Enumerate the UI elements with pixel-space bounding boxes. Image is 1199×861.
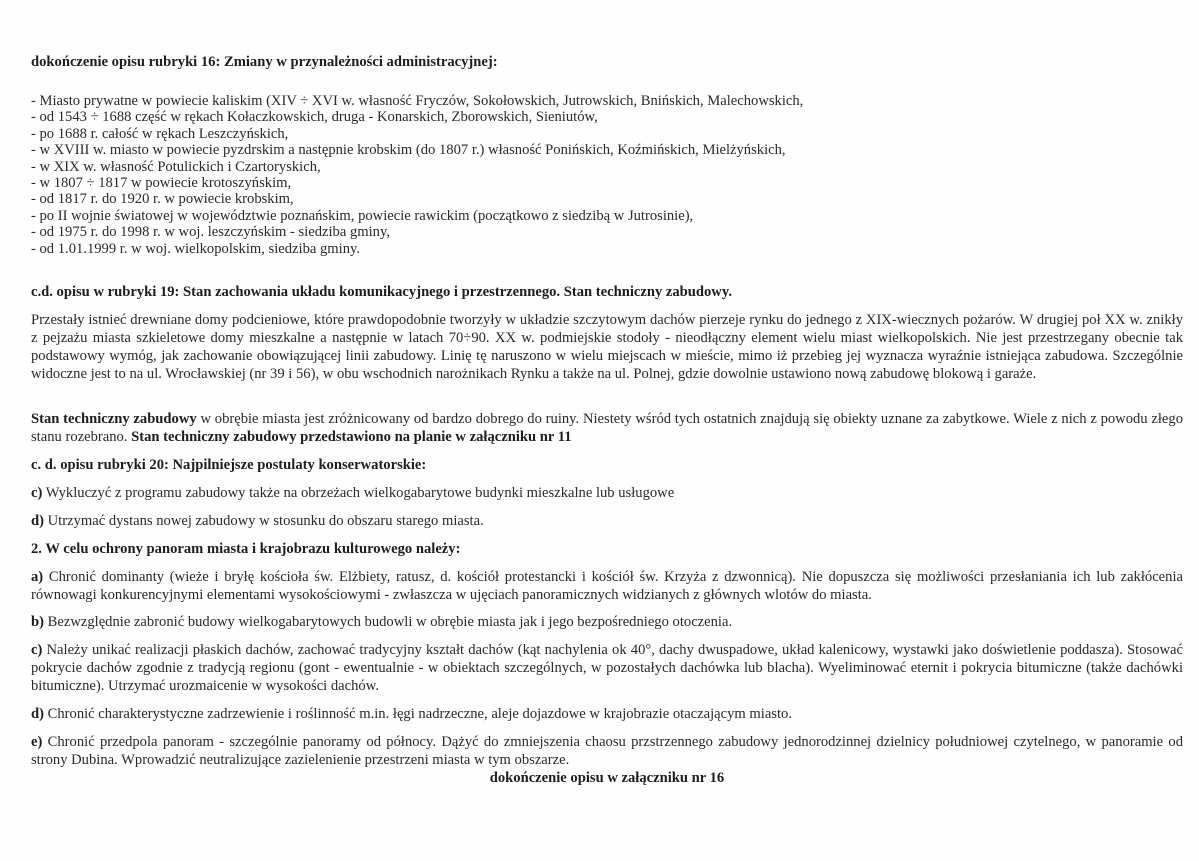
panorama-item: e) Chronić przedpola panoram - szczególnie panoramy od północy. Dążyć do zmniejszenia chaosu przstrzennego zabudowy jednorodzinnej dzielnicy południowej czytelnego, w panoramie od strony Dubina. Wprowadzić neutralizujące zazielenienie przestrzeni miasta w tym obszarze.	[31, 734, 1183, 768]
list-item: - w 1807 ÷ 1817 w powiecie krotoszyńskim,	[31, 175, 292, 192]
heading-rubric-16: dokończenie opisu rubryki 16: Zmiany w przynależności administracyjnej:	[31, 54, 498, 70]
list-item: - od 1.01.1999 r. w woj. wielkopolskim, siedziba gminy.	[31, 240, 361, 257]
list-item: - Miasto prywatne w powiecie kaliskim (XIV ÷ XVI w. własność Fryczów, Sokołowskich, Jutrowskich, Bnińskich, Malechowskich,	[31, 93, 804, 109]
panorama-item: d) Chronić charakterystyczne zadrzewienie i roślinność m.in. łęgi nadrzeczne, aleje dojazdowe w krajobrazie otaczającym miasto.	[31, 706, 792, 722]
heading-rubric-20: c. d. opisu rubryki 20: Najpilniejsze postulaty konserwatorskie:	[31, 457, 427, 473]
list-item: - od 1817 r. do 1920 r. w powiecie krobskim,	[31, 191, 294, 208]
heading-rubric-19: c.d. opisu w rubryki 19: Stan zachowania układu komunikacyjnego i przestrzennego. Stan techniczny zabudowy.	[31, 284, 732, 300]
list-item: - w XVIII w. miasto w powiecie pyzdrskim a następnie krobskim (do 1807 r.) własność Ponińskich, Koźmińskich, Mielżyńskich,	[31, 142, 786, 159]
list-item: - od 1543 ÷ 1688 część w rękach Kołaczkowskich, druga - Konarskich, Zborowskich, Sieniutów,	[31, 109, 598, 126]
panorama-item: c) Należy unikać realizacji płaskich dachów, zachować tradycyjny kształt dachów (kąt nachylenia ok 40°, dachy dwuspadowe, układ kalenicowy, wystawki jako doświetlenie poddasza). Stosować pokrycie dachów zgodnie z tradycją regionu (gont - ewentualnie - w obiektach szczególnych, w pozostałych dachówka lub blacha). Wyeliminować eternit i pokrycia bitumiczne (także dachówki bitumiczne). Utrzymać urozmaicenie w wysokości dachów.	[31, 642, 1183, 694]
panorama-item: b) Bezwzględnie zabronić budowy wielkogabarytowych budowli w obrębie miasta jak i jego bezpośredniego otoczenia.	[31, 614, 733, 630]
footer-note: dokończenie opisu w załączniku nr 16	[489, 770, 725, 786]
postulate-item: d) Utrzymać dystans nowej zabudowy w stosunku do obszaru starego miasta.	[31, 513, 484, 529]
panorama-item: a) Chronić dominanty (wieże i bryłę kościoła św. Elżbiety, ratusz, d. kościół protestancki i kościół św. Krzyża z dzwonnicą). Nie dopuszcza się możliwości przesłaniania ich lub zakłócenia równowagi konkurencyjnymi elementami wysokościowymi - zwłaszcza w ujęciach panoramicznych widzianych z głównych wlotów do miasta.	[31, 569, 1183, 603]
list-item: - w XIX w. własność Potulickich i Czartoryskich,	[31, 158, 321, 175]
admin-changes-list	[31, 93, 1183, 257]
heading-panoramas: 2. W celu ochrony panoram miasta i krajobrazu kulturowego należy:	[31, 541, 461, 557]
list-item: - po II wojnie światowej w województwie poznańskim, powiecie rawickim (początkowo z siedzibą w Jutrosinie),	[31, 207, 694, 224]
paragraph-rubric-19: Przestały istnieć drewniane domy podcieniowe, które prawdopodobnie tworzyły w układzie szczytowym dachów pierzeje rynku do jednego z XIX-wiecznych pożarów. W drugiej poł XX w. znikły z pejzażu miasta szkieletowe domy mieszkalne a następnie w latach 70÷90. XX w. podmiejskie stodoły - nieodłączny element wielu miast wielkopolskich. Nie jest przestrzegany obecnie tak podstawowy wymóg, jak zachowanie obowiązującej linii zabudowy. Linię tę naruszono w wielu miejscach w mieście, mimo iż przebieg jej wyznacza wyraźnie istniejąca zabudowa. Szczególnie widoczne jest to na ul. Wrocławskiej (nr 39 i 56), w obu wschodnich narożnikach Rynku a także na ul. Polnej, gdzie dowolnie ustawiono nową zabudowę blokową i garaże.	[31, 312, 1183, 382]
list-item: - po 1688 r. całość w rękach Leszczyńskich,	[31, 125, 289, 142]
paragraph-technical-state: Stan techniczny zabudowy w obrębie miasta jest zróżnicowany od bardzo dobrego do ruiny. Niestety wśród tych ostatnich znajdują się obiekty uznane za zabytkowe. Wiele z nich z powodu złego stanu rozebrano. Stan techniczny zabudowy przedstawiono na planie w załączniku nr 11	[31, 411, 1183, 445]
list-item: - od 1975 r. do 1998 r. w woj. leszczyńskim - siedziba gminy,	[31, 224, 390, 241]
postulate-item: c) Wykluczyć z programu zabudowy także na obrzeżach wielkogabarytowe budynki mieszkalne lub usługowe	[31, 485, 675, 501]
